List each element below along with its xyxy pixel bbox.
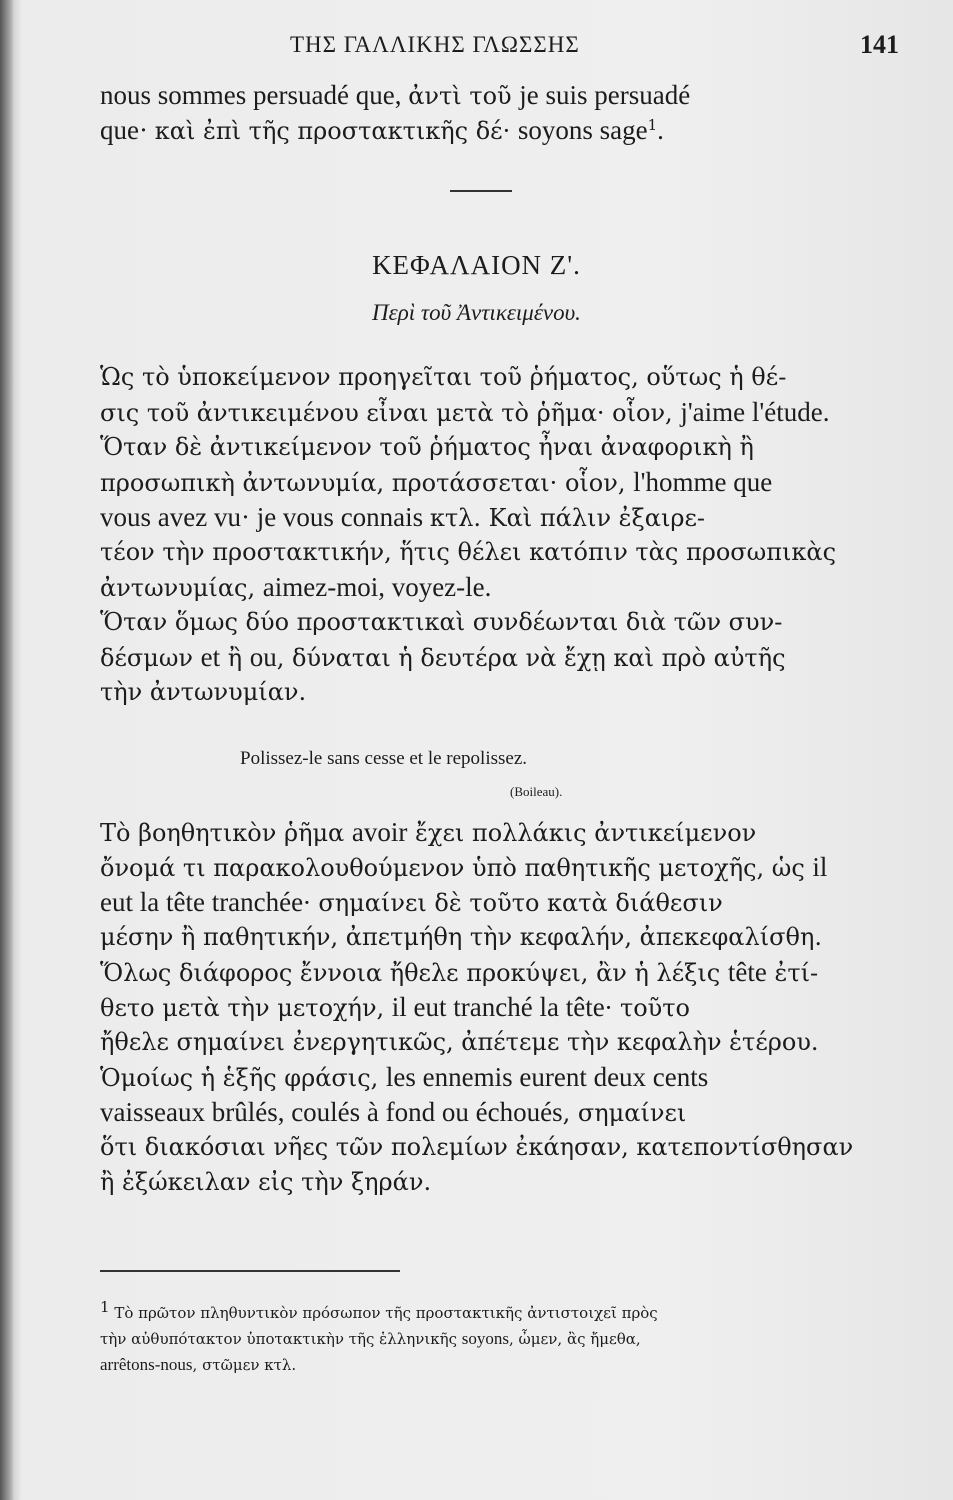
text-line: προσωπικὴ ἀντωνυμία, προτάσσεται· οἷον, l'homme que: [100, 467, 773, 497]
text-line: eut la tête tranchée· σημαίνει δὲ τοῦτο κατὰ διάθεσιν: [100, 887, 723, 917]
text-line: Ὁμοίως ἡ ἑξῆς φράσις, les ennemis eurent deux cents: [100, 1062, 709, 1092]
text-line: δέσμων et ἢ ou, δύναται ἡ δευτέρα νὰ ἔχῃ καὶ πρὸ αὐτῆς: [100, 642, 786, 672]
paragraph-block-1: [100, 360, 835, 710]
chapter-title: ΚΕΦΑΛΑΙΟΝ Ζ'.: [372, 250, 581, 280]
text-line: ὅτι διακόσιαι νῆες τῶν πολεμίων ἐκάησαν, κατεποντίσθησαν: [100, 1133, 854, 1161]
quotation: Polissez-le sans cesse et le repolissez.: [240, 748, 528, 769]
intro-text: [100, 78, 835, 148]
text-line: τέον τὴν προστακτικήν, ἥτις θέλει κατόπιν τὰς προσωπικὰς: [100, 538, 837, 566]
footnote-line: 1 Τὸ πρῶτον πληθυντικὸν πρόσωπον τῆς προστακτικῆς ἀντιστοιχεῖ πρὸς: [100, 1298, 658, 1322]
text-line: Ὅταν δὲ ἀντικείμενον τοῦ ῥήματος ἦναι ἀναφορικὴ ἢ: [100, 433, 754, 461]
text-line: ἤθελε σημαίνει ἐνεργητικῶς, ἀπέτεμε τὴν κεφαλὴν ἑτέρου.: [100, 1028, 819, 1056]
running-head: [0, 30, 953, 60]
text-line: θετο μετὰ τὴν μετοχήν, il eut tranché la tête· τοῦτο: [100, 992, 690, 1022]
text-line: Ὅταν ὅμως δύο προστακτικαὶ συνδέωνται διὰ τῶν συν-: [100, 608, 783, 636]
quotation-source: (Boileau).: [510, 784, 563, 799]
text-line: vaisseaux brûlés, coulés à fond ou échoués, σημαίνει: [100, 1097, 687, 1127]
footnote-divider: [100, 1270, 400, 1272]
footnote-marker: 1: [100, 1298, 110, 1316]
text-line: ἢ ἐξώκειλαν εἰς τὴν ξηράν.: [100, 1168, 432, 1196]
running-title: ΤΗΣ ΓΑΛΛΙΚΗΣ ΓΛΩΣΣΗΣ: [290, 32, 580, 57]
footnote-line: τὴν αὐθυπότακτον ὑποτακτικὴν τῆς ἑλληνικῆς soyons, ὦμεν, ἂς ἤμεθα,: [100, 1329, 641, 1348]
text-line: que· καὶ ἐπὶ τῆς προστακτικῆς δέ· soyons sage$^1$.: [100, 115, 664, 145]
footnote-line: arrêtons-nous, στῶμεν κτλ.: [100, 1355, 297, 1374]
chapter-subtitle: Περὶ τοῦ Ἀντικειμένου.: [372, 300, 581, 325]
text-line: Τὸ βοηθητικὸν ῥῆμα avoir ἔχει πολλάκις ἀντικείμενον: [100, 817, 757, 847]
footnote: [100, 1300, 840, 1378]
text-line: nous sommes persuadé que, ἀντὶ τοῦ je suis persuadé: [100, 80, 691, 110]
text-line: μέσην ἢ παθητικήν, ἀπετμήθη τὴν κεφαλήν, ἀπεκεφαλίσθη.: [100, 923, 822, 951]
text-line: ὄνομά τι παρακολουθούμενον ὑπὸ παθητικῆς μετοχῆς, ὡς il: [100, 852, 828, 882]
page-number: 141: [860, 30, 899, 59]
text-line: ἀντωνυμίας, aimez-moi, voyez-le.: [100, 572, 492, 602]
text-line: τὴν ἀντωνυμίαν.: [100, 678, 307, 706]
paragraph-block-2: [100, 815, 854, 1200]
section-divider: [450, 190, 512, 192]
binding-gutter: [0, 0, 14, 1500]
text-line: Ὅλως διάφορος ἔννοια ἤθελε προκύψει, ἂν ἡ λέξις tête ἐτί-: [100, 957, 819, 987]
text-line: vous avez vu· je vous connais κτλ. Καὶ πάλιν ἐξαιρε-: [100, 502, 706, 532]
text-line: Ὡς τὸ ὑποκείμενον προηγεῖται τοῦ ῥήματος, οὕτως ἡ θέ-: [100, 363, 787, 391]
text-line: σις τοῦ ἀντικειμένου εἶναι μετὰ τὸ ῥῆμα· οἷον, j'aime l'étude.: [100, 397, 830, 427]
footnote-marker: 1: [647, 116, 658, 134]
